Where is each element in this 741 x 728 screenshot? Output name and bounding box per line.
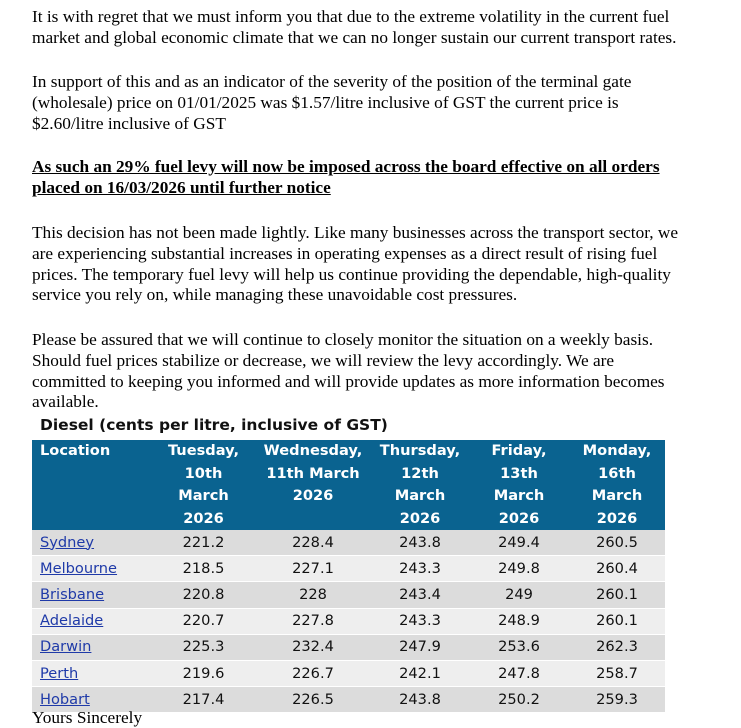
paragraph-monitoring: Please be assured that we will continue to closely monitor the situation on a weekly basis. Should fuel prices stabilize or decrease, we will review the levy accordingly. We are committed to keeping you informed and will provide updates as more information becomes available. <box>32 330 665 412</box>
price-cell: 260.1 <box>569 608 665 634</box>
price-cell: 259.3 <box>569 687 665 713</box>
table-header-row <box>32 440 665 530</box>
table-row <box>32 530 665 556</box>
column-header-friday: Friday, 13th March 2026 <box>469 440 569 530</box>
price-cell: 260.1 <box>569 582 665 608</box>
price-cell: 217.4 <box>152 687 255 713</box>
price-cell: 232.4 <box>255 634 371 660</box>
price-cell: 249.8 <box>469 556 569 582</box>
price-cell: 248.9 <box>469 608 569 634</box>
paragraph-explanation: This decision has not been made lightly. Like many businesses across the transport sector, we are experiencing substantial increases in operating expenses as a direct result of rising fuel prices. The temporary fuel levy will help us continue providing the dependable, high-quality service you rely on, while managing these unavoidable cost pressures. <box>32 223 679 305</box>
table-row <box>32 582 665 608</box>
price-cell: 226.5 <box>255 687 371 713</box>
price-cell: 219.6 <box>152 660 255 686</box>
table-row <box>32 660 665 686</box>
price-cell: 228.4 <box>255 530 371 556</box>
price-cell: 260.4 <box>569 556 665 582</box>
price-cell: 249 <box>469 582 569 608</box>
price-cell: 220.7 <box>152 608 255 634</box>
price-cell: 249.4 <box>469 530 569 556</box>
location-link-hobart[interactable]: Hobart <box>40 690 90 708</box>
table-row <box>32 634 665 660</box>
paragraph-intro: It is with regret that we must inform you that due to the extreme volatility in the current fuel market and global economic climate that we can no longer sustain our current transport rates. <box>32 7 677 47</box>
price-cell: 227.1 <box>255 556 371 582</box>
price-cell: 243.8 <box>371 530 469 556</box>
price-cell: 258.7 <box>569 660 665 686</box>
price-cell: 243.4 <box>371 582 469 608</box>
table-row <box>32 556 665 582</box>
price-cell: 250.2 <box>469 687 569 713</box>
price-cell: 243.3 <box>371 556 469 582</box>
location-link-darwin[interactable]: Darwin <box>40 638 92 656</box>
price-cell: 247.9 <box>371 634 469 660</box>
price-cell: 253.6 <box>469 634 569 660</box>
column-header-thursday: Thursday, 12th March 2026 <box>371 440 469 530</box>
price-cell: 262.3 <box>569 634 665 660</box>
column-header-location: Location <box>32 440 152 530</box>
price-cell: 260.5 <box>569 530 665 556</box>
price-cell: 220.8 <box>152 582 255 608</box>
table-row <box>32 608 665 634</box>
price-cell: 225.3 <box>152 634 255 660</box>
price-cell: 226.7 <box>255 660 371 686</box>
paragraph-price-context: In support of this and as an indicator of the severity of the position of the terminal gate (wholesale) price on 01/01/2025 was $1.57/litre inclusive of GST the current price is $2.60/litre inclusive of GST <box>32 72 632 133</box>
price-cell: 228 <box>255 582 371 608</box>
price-cell: 247.8 <box>469 660 569 686</box>
location-link-perth[interactable]: Perth <box>40 664 79 682</box>
column-header-monday: Monday, 16th March 2026 <box>569 440 665 530</box>
location-link-melbourne[interactable]: Melbourne <box>40 559 118 577</box>
location-link-brisbane[interactable]: Brisbane <box>40 585 105 603</box>
price-cell: 243.3 <box>371 608 469 634</box>
closing-salutation: Yours Sincerely <box>32 708 143 727</box>
paragraph-levy-notice: As such an 29% fuel levy will now be imposed across the board effective on all orders placed on 16/03/2026 until further notice <box>32 157 660 197</box>
price-cell: 227.8 <box>255 608 371 634</box>
column-header-tuesday: Tuesday, 10th March 2026 <box>152 440 255 530</box>
diesel-price-table <box>32 440 665 713</box>
price-cell: 242.1 <box>371 660 469 686</box>
price-cell: 243.8 <box>371 687 469 713</box>
price-cell: 221.2 <box>152 530 255 556</box>
diesel-table-title: Diesel (cents per litre, inclusive of GST) <box>40 416 388 434</box>
location-link-adelaide[interactable]: Adelaide <box>40 612 104 630</box>
location-link-sydney[interactable]: Sydney <box>40 533 95 551</box>
price-cell: 218.5 <box>152 556 255 582</box>
column-header-wednesday: Wednesday, 11th March 2026 <box>255 440 371 530</box>
